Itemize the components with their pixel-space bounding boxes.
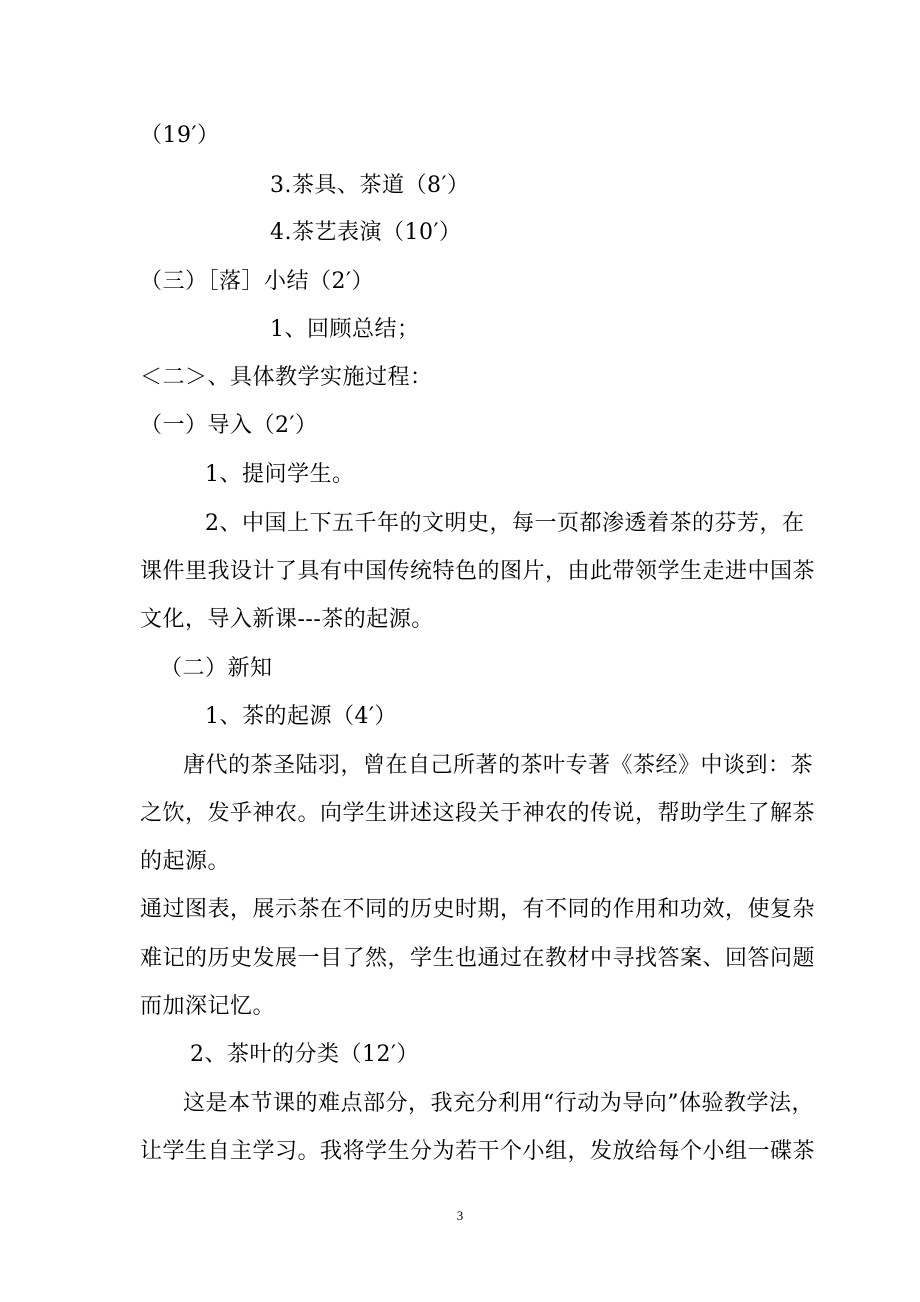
paragraph-line: 这是本节课的难点部分，我充分利用“行动为导向”体验教学法，	[183, 1091, 814, 1116]
paragraph-line: 让学生自主学习。我将学生分为若干个小组，发放给每个小组一碟茶	[140, 1139, 816, 1164]
section-heading: （二）新知	[160, 656, 273, 681]
text-line: 1、提问学生。	[205, 462, 355, 487]
text-line: 1、回顾总结；	[270, 317, 420, 342]
paragraph-line: 文化，导入新课---茶的起源。	[140, 607, 434, 632]
text-line: 4.茶艺表演（10′）	[270, 220, 462, 245]
section-heading: （三）［落］小结（2′）	[140, 269, 374, 294]
section-heading: （一）导入（2′）	[140, 413, 318, 438]
paragraph-line: 的起源。	[140, 849, 231, 874]
paragraph-line: 而加深记忆。	[140, 994, 276, 1019]
paragraph-line: 难记的历史发展一目了然，学生也通过在教材中寻找答案、回答问题	[140, 946, 816, 971]
paragraph-line: 通过图表，展示茶在不同的历史时期，有不同的作用和功效，使复杂	[140, 897, 816, 922]
paragraph-line: 唐代的茶圣陆羽，曾在自己所著的茶叶专著《茶经》中谈到：茶	[183, 753, 814, 778]
subsection-heading: 2、茶叶的分类（12′）	[190, 1042, 419, 1067]
text-line: （19′）	[140, 123, 220, 148]
paragraph-line: 课件里我设计了具有中国传统特色的图片，由此带领学生走进中国茶	[140, 559, 816, 584]
paragraph-line: 之饮，发乎神农。向学生讲述这段关于神农的传说，帮助学生了解茶	[140, 801, 816, 826]
paragraph-line: 2、中国上下五千年的文明史，每一页都渗透着茶的芬芳，在	[205, 511, 805, 536]
section-heading: ＜二＞、具体教学实施过程：	[140, 365, 433, 390]
subsection-heading: 1、茶的起源（4′）	[205, 704, 397, 729]
page-number: 3	[456, 1208, 464, 1223]
text-line: 3.茶具、茶道（8′）	[270, 173, 470, 198]
